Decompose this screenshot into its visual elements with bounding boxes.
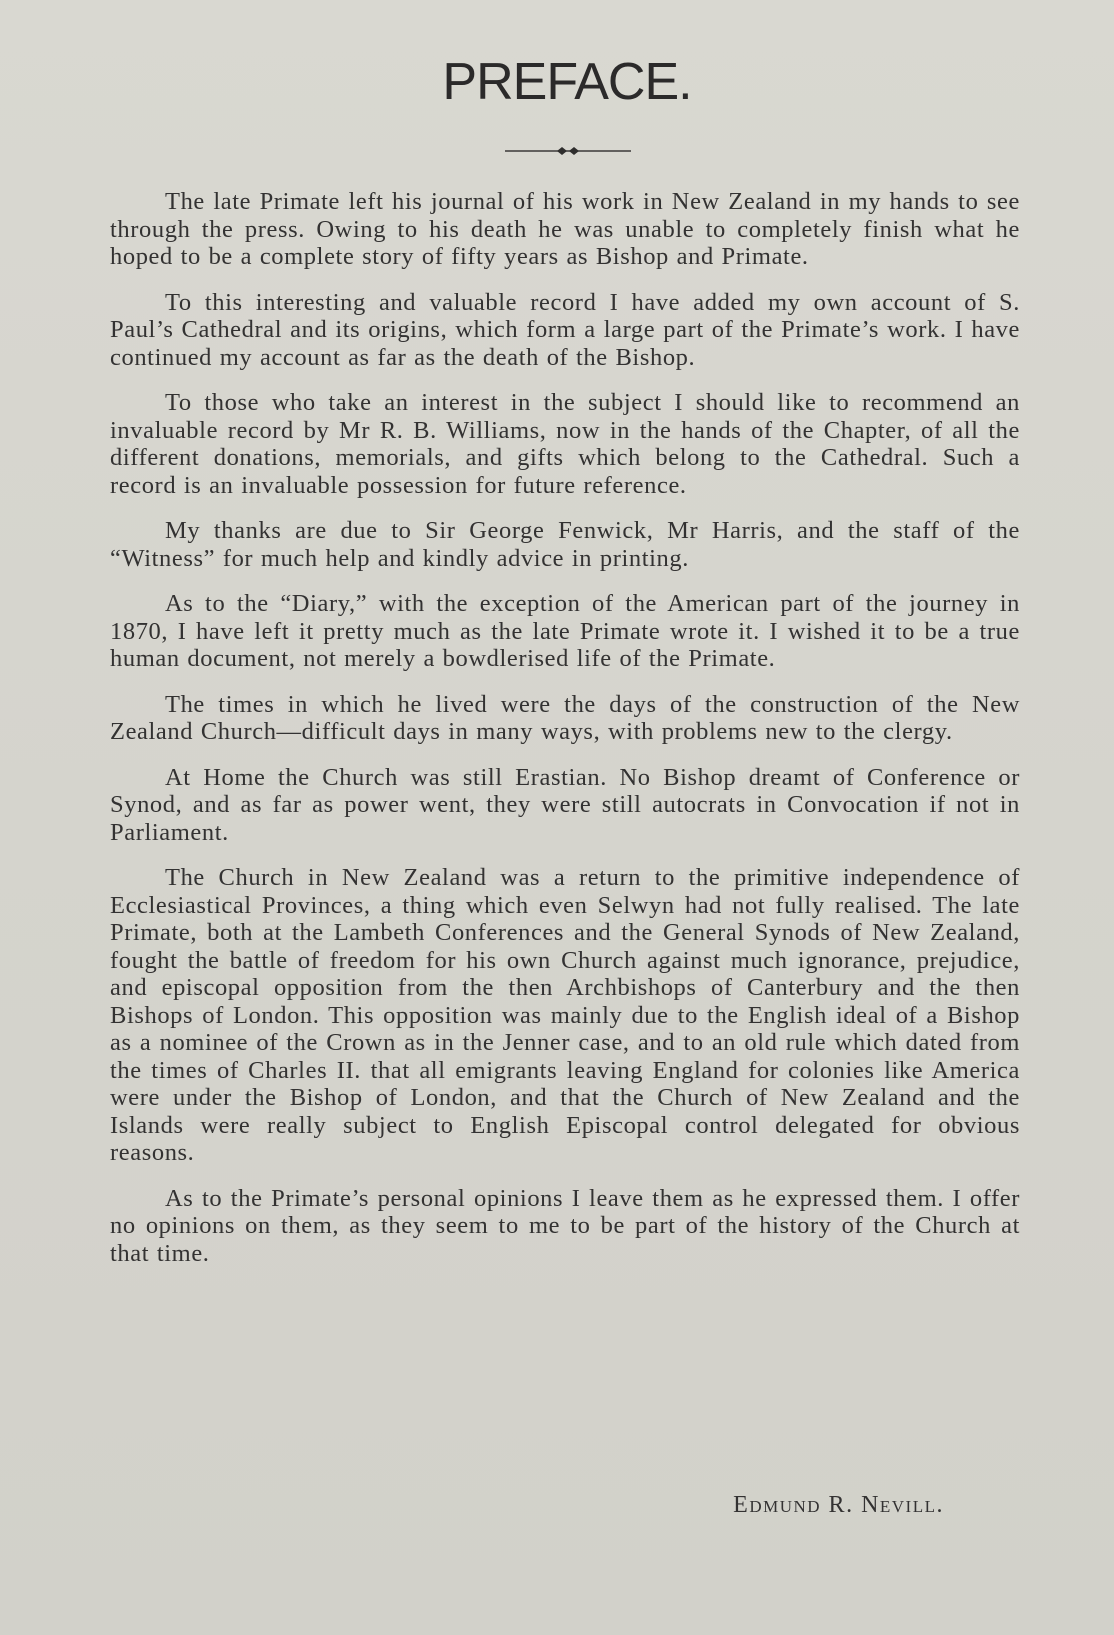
paragraph: As to the “Diary,” with the exception of the American part of the journey in 1870, I have left it pretty much as the late Primate wrote it. I wished it to be a true human document, not merely a bowdlerised life of the Primate. [110,590,1020,672]
paragraph: The times in which he lived were the days of the construction of the New Zealand Church—difficult days in many ways, with problems new to the clergy. [110,690,1020,745]
paragraph: At Home the Church was still Erastian. No Bishop dreamt of Conference or Synod, and as far as power went, they were still autocrats in Convocation if not in Parliament. [110,763,1020,846]
paragraph: As to the Primate’s personal opinions I leave them as he expressed them. I offer no opinions on them, as they seem to me to be part of the history of the Church at that time. [110,1184,1020,1267]
ornament-divider [505,144,631,158]
paragraph: The late Primate left his journal of his work in New Zealand in my hands to see through the press. Owing to his death he was unable to completely finish what he hoped to be a complete story of fifty years as Bishop and Primate. [110,188,1020,270]
preface-body [110,188,1020,1285]
paragraph: The Church in New Zealand was a return to the primitive independence of Ecclesiastical Provinces, a thing which even Selwyn had not fully realised. The late Primate, both at the Lambeth Conferences and the General Synods of New Zealand, fought the battle of freedom for his own Church against much ignorance, prejudice, and episcopal opposition from the then Archbishops of Canterbury and the then Bishops of London. This opposition was mainly due to the English ideal of a Bishop as a nominee of the Crown as in the Jenner case, and to an old rule which dated from the times of Charles II. that all emigrants leaving England for colonies like America were under the Bishop of London, and that the Church of New Zealand and the Islands were really subject to English Episcopal control delegated for obvious reasons. [110,864,1020,1166]
paragraph: To this interesting and valuable record I have added my own account of S. Paul’s Cathedral and its origins, which form a large part of the Primate’s work. I have continued my account as far as the death of the Bishop. [110,288,1020,371]
page-title: PREFACE. [442,53,692,111]
paragraph: My thanks are due to Sir George Fenwick, Mr Harris, and the staff of the “Witness” for much help and kindly advice in printing. [110,517,1020,572]
author-signature: Edmund R. Nevill. [733,1492,944,1518]
paragraph: To those who take an interest in the subject I should like to recommend an invaluable record by Mr R. B. Williams, now in the hands of the Chapter, of all the different donations, memorials, and gifts which belong to the Cathedral. Such a record is an invaluable possession for future reference. [110,389,1020,499]
